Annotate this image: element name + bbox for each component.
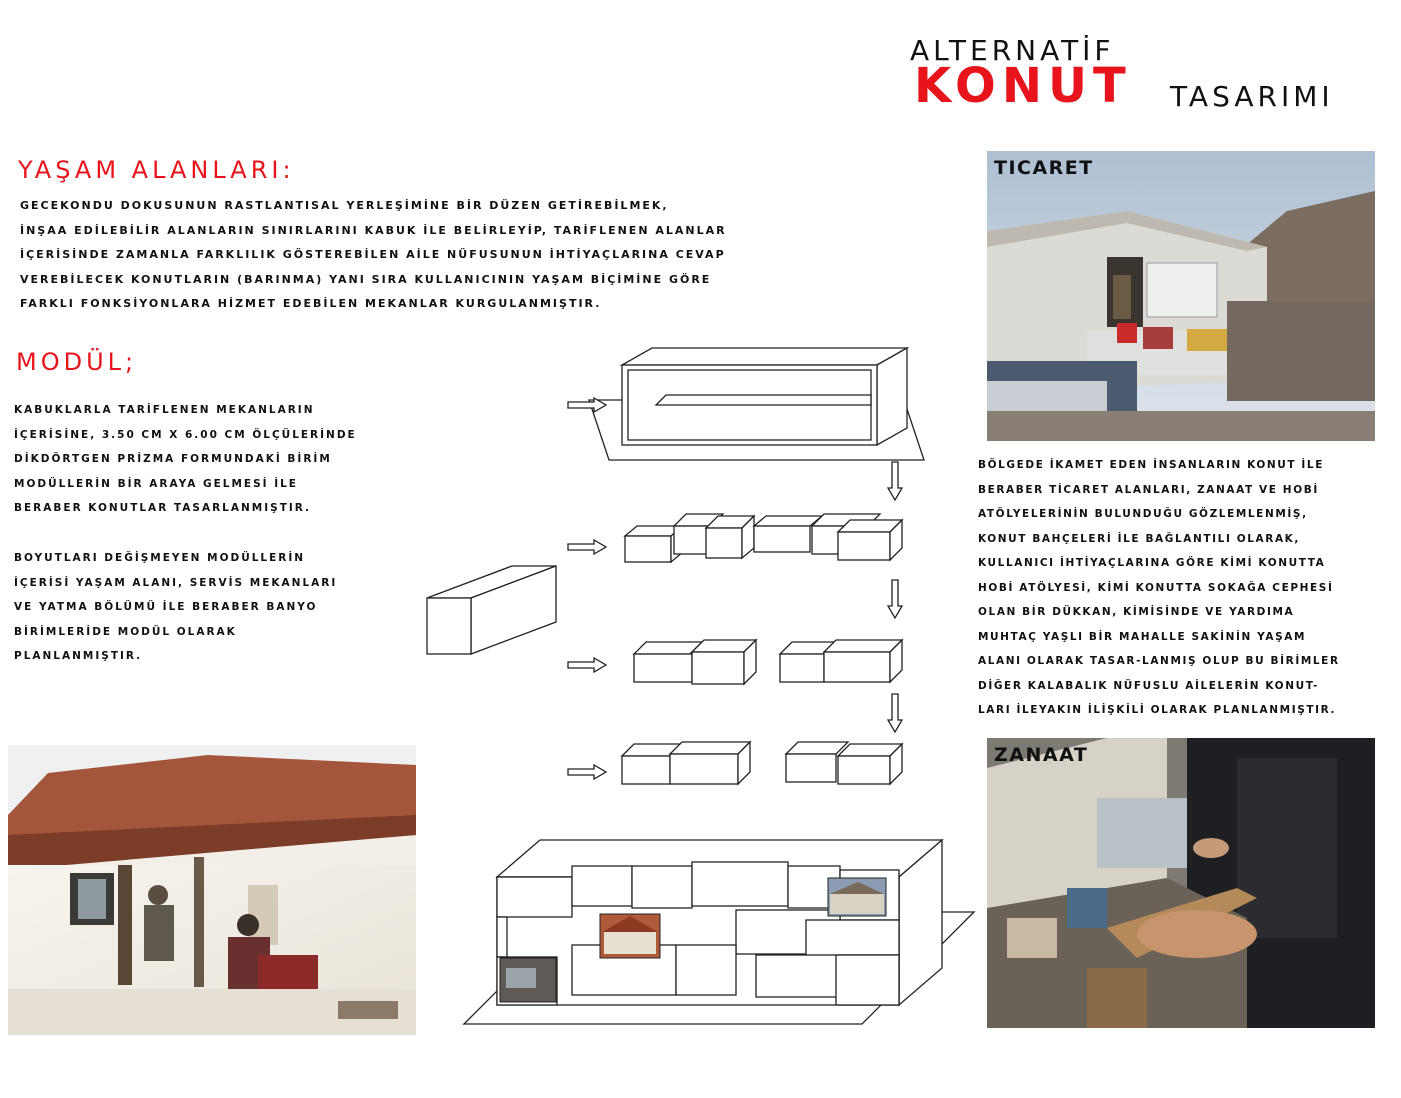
zanaat-photo: [987, 738, 1375, 1028]
assembly-photo-1: [828, 878, 886, 916]
modul-line: KABUKLARLA TARİFLENEN MEKANLARIN: [14, 404, 315, 416]
module-row-2: [625, 514, 902, 562]
ticaret-line: KONUT BAHÇELERİ İLE BAĞLANTILI OLARAK,: [978, 532, 1301, 545]
ticaret-line: KULLANICI İHTİYAÇLARINA GÖRE KİMİ KONUTTA: [978, 557, 1326, 569]
down-arrows: [888, 462, 902, 732]
title-line-2: TASARIMI: [1170, 80, 1334, 113]
assembly-photo-3: [500, 958, 556, 1002]
ticaret-line: MUHTAÇ YAŞLI BİR MAHALLE SAKİNİN YAŞAM: [978, 630, 1307, 643]
right-arrows: [568, 398, 606, 779]
modul-line: VE YATMA BÖLÜMÜ İLE BERABER BANYO: [14, 601, 318, 613]
ticaret-line: DİĞER KALABALIK NÜFUSLU AİLELERİN KONUT-: [978, 679, 1319, 692]
module-row-4: [622, 742, 902, 784]
zanaat-label: ZANAAT: [994, 744, 1089, 766]
modul-line: BERABER KONUTLAR TASARLANMIŞTIR.: [14, 502, 312, 514]
unit-module-box: [427, 566, 556, 654]
yasam-line: VEREBİLECEK KONUTLARIN (BARINMA) YANI SIRA KULLANICININ YAŞAM BİÇİMİNE GÖRE: [20, 272, 712, 286]
modul-line: BİRİMLERİDE MODÜL OLARAK: [14, 625, 237, 638]
ticaret-line: OLAN BİR DÜKKAN, KİMİSİNDE VE YARDIMA: [978, 606, 1295, 618]
shell-box: [589, 348, 924, 460]
modul-heading: MODÜL;: [16, 348, 138, 376]
ticaret-line: LARI İLEYAKIN İLİŞKİLİ OLARAK PLANLANMIŞTIR.: [978, 704, 1337, 716]
yasam-line: İNŞAA EDİLEBİLİR ALANLARIN SINIRLARINI KABUK İLE BELİRLEYİP, TARİFLENEN ALANLAR: [20, 223, 727, 237]
modul-line: MODÜLLERİN BİR ARAYA GELMESİ İLE: [14, 477, 298, 490]
yasam-heading: YAŞAM ALANLARI:: [18, 156, 295, 184]
assembly-photo-2: [600, 914, 660, 958]
yasam-line: GECEKONDU DOKUSUNUN RASTLANTISAL YERLEŞİMİNE BİR DÜZEN GETİREBİLMEK,: [20, 199, 669, 212]
modul-line: İÇERİSİ YAŞAM ALANI, SERVİS MEKANLARI: [14, 576, 338, 589]
gecekondu-photo: [8, 745, 416, 1035]
title-line-1: ALTERNATİF: [910, 34, 1115, 67]
ticaret-line: HOBİ ATÖLYESİ, KİMİ KONUTTA SOKAĞA CEPHESİ: [978, 581, 1334, 594]
modul-line: PLANLANMIŞTIR.: [14, 650, 143, 662]
ticaret-line: BERABER TİCARET ALANLARI, ZANAAT VE HOBİ: [978, 483, 1319, 496]
ticaret-photo: [987, 151, 1375, 441]
module-row-3: [634, 640, 902, 684]
ticaret-line: ATÖLYELERİNİN BULUNDUĞU GÖZLEMLENMİŞ,: [978, 508, 1308, 520]
ticaret-line: ALANI OLARAK TASAR-LANMIŞ OLUP BU BİRİMLER: [978, 655, 1340, 667]
ticaret-line: BÖLGEDE İKAMET EDEN İNSANLARIN KONUT İLE: [978, 459, 1324, 471]
modul-line: İÇERİSİNE, 3.50 CM X 6.00 CM ÖLÇÜLERİNDE: [14, 428, 357, 441]
title-highlight: KONUT: [914, 58, 1132, 114]
ticaret-label: TICARET: [994, 157, 1094, 179]
yasam-line: FARKLI FONKSİYONLARA HİZMET EDEBİLEN MEKANLAR KURGULANMIŞTIR.: [20, 297, 602, 310]
modul-line: DİKDÖRTGEN PRİZMA FORMUNDAKİ BİRİM: [14, 453, 332, 465]
modul-line: BOYUTLARI DEĞİŞMEYEN MODÜLLERİN: [14, 552, 306, 564]
yasam-line: İÇERİSİNDE ZAMANLA FARKLILIK GÖSTEREBİLEN AİLE NÜFUSUNUN İHTİYAÇLARINA CEVAP: [20, 248, 726, 261]
ticaret-paragraph: [978, 453, 1386, 723]
